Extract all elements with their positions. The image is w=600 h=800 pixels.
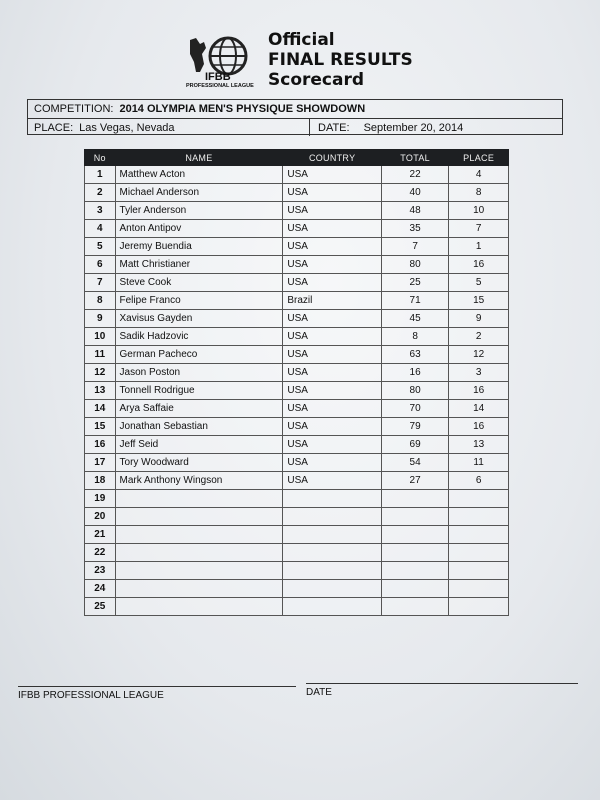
competitor-country: USA	[283, 346, 382, 364]
row-number: 13	[85, 382, 116, 400]
competitor-total	[381, 598, 448, 616]
header-place: PLACE	[449, 150, 509, 166]
competitor-country	[283, 562, 382, 580]
table-row	[85, 202, 509, 220]
competitor-total: 40	[381, 184, 448, 202]
row-number: 14	[85, 400, 116, 418]
table-row	[85, 544, 509, 562]
competitor-name: Jeremy Buendia	[115, 238, 283, 256]
competitor-total: 22	[381, 166, 448, 184]
competitor-country	[283, 544, 382, 562]
row-number: 9	[85, 310, 116, 328]
results-table	[84, 149, 509, 616]
competition-label: COMPETITION:	[34, 103, 114, 115]
competitor-country	[283, 598, 382, 616]
competitor-name: Jason Poston	[115, 364, 283, 382]
date-cell	[310, 119, 463, 136]
competitor-country: USA	[283, 382, 382, 400]
row-number: 3	[85, 202, 116, 220]
row-number: 20	[85, 508, 116, 526]
competitor-place	[449, 526, 509, 544]
competitor-country: USA	[283, 328, 382, 346]
table-row	[85, 490, 509, 508]
competitor-name: Felipe Franco	[115, 292, 283, 310]
competitor-country: USA	[283, 436, 382, 454]
competitor-place: 4	[449, 166, 509, 184]
table-row	[85, 328, 509, 346]
table-row	[85, 166, 509, 184]
results-header-row	[85, 150, 509, 166]
table-row	[85, 454, 509, 472]
competitor-place	[449, 544, 509, 562]
table-row	[85, 472, 509, 490]
table-row	[85, 346, 509, 364]
row-number: 1	[85, 166, 116, 184]
competitor-country: USA	[283, 166, 382, 184]
header-line-scorecard: Scorecard	[268, 70, 365, 90]
header-line-official: Official	[268, 30, 335, 50]
row-number: 15	[85, 418, 116, 436]
header-total: TOTAL	[381, 150, 448, 166]
competitor-total: 70	[381, 400, 448, 418]
table-row	[85, 436, 509, 454]
competitor-total: 80	[381, 256, 448, 274]
table-row	[85, 562, 509, 580]
competition-value: 2014 OLYMPIA MEN'S PHYSIQUE SHOWDOWN	[119, 103, 366, 115]
competitor-place: 13	[449, 436, 509, 454]
header-line-final-results: FINAL RESULTS	[268, 50, 413, 70]
competitor-total: 69	[381, 436, 448, 454]
competitor-country: USA	[283, 418, 382, 436]
date-value: September 20, 2014	[363, 121, 464, 134]
header-country: COUNTRY	[283, 150, 382, 166]
footer-league-label: IFBB PROFESSIONAL LEAGUE	[18, 690, 164, 701]
competitor-place: 3	[449, 364, 509, 382]
table-row	[85, 238, 509, 256]
row-number: 8	[85, 292, 116, 310]
date-label: DATE:	[318, 121, 350, 134]
competitor-total	[381, 490, 448, 508]
row-number: 22	[85, 544, 116, 562]
competitor-country: USA	[283, 400, 382, 418]
competitor-country: USA	[283, 472, 382, 490]
competitor-place: 6	[449, 472, 509, 490]
competitor-country: Brazil	[283, 292, 382, 310]
competitor-place: 2	[449, 328, 509, 346]
competitor-country: USA	[283, 454, 382, 472]
competitor-place: 7	[449, 220, 509, 238]
competitor-place: 8	[449, 184, 509, 202]
competitor-name: Tonnell Rodrigue	[115, 382, 283, 400]
table-row	[85, 526, 509, 544]
row-number: 10	[85, 328, 116, 346]
row-number: 4	[85, 220, 116, 238]
competitor-total: 27	[381, 472, 448, 490]
competitor-total: 79	[381, 418, 448, 436]
competitor-total: 7	[381, 238, 448, 256]
table-row	[85, 400, 509, 418]
signature-line-left	[18, 686, 296, 687]
place-label: PLACE:	[34, 121, 74, 134]
row-number: 19	[85, 490, 116, 508]
table-row	[85, 220, 509, 238]
competitor-country: USA	[283, 256, 382, 274]
competitor-name: Tyler Anderson	[115, 202, 283, 220]
row-number: 23	[85, 562, 116, 580]
competitor-country: USA	[283, 274, 382, 292]
competitor-name: Michael Anderson	[115, 184, 283, 202]
competitor-place: 12	[449, 346, 509, 364]
row-number: 18	[85, 472, 116, 490]
competitor-total: 25	[381, 274, 448, 292]
competitor-country	[283, 526, 382, 544]
competitor-country: USA	[283, 238, 382, 256]
competitor-name: Matthew Acton	[115, 166, 283, 184]
competitor-country: USA	[283, 310, 382, 328]
competitor-total: 45	[381, 310, 448, 328]
competitor-name	[115, 562, 283, 580]
competitor-country	[283, 508, 382, 526]
table-row	[85, 508, 509, 526]
competitor-name	[115, 580, 283, 598]
table-row	[85, 382, 509, 400]
competitor-name	[115, 598, 283, 616]
competitor-total	[381, 544, 448, 562]
competitor-place: 9	[449, 310, 509, 328]
competitor-name	[115, 508, 283, 526]
svg-text:IFBB: IFBB	[205, 71, 231, 83]
row-number: 5	[85, 238, 116, 256]
table-row	[85, 292, 509, 310]
competitor-place: 1	[449, 238, 509, 256]
competition-info-box	[27, 99, 563, 135]
table-row	[85, 598, 509, 616]
competitor-place: 11	[449, 454, 509, 472]
competitor-place: 14	[449, 400, 509, 418]
competitor-total: 8	[381, 328, 448, 346]
competitor-place	[449, 598, 509, 616]
place-value: Las Vegas, Nevada	[79, 121, 175, 134]
signature-line-right	[306, 683, 578, 684]
competitor-total	[381, 526, 448, 544]
competitor-place: 16	[449, 418, 509, 436]
competitor-total: 54	[381, 454, 448, 472]
footer-date-label: DATE	[306, 687, 332, 698]
row-number: 2	[85, 184, 116, 202]
results-body	[85, 166, 509, 616]
competitor-total: 35	[381, 220, 448, 238]
competitor-total	[381, 508, 448, 526]
competition-row	[28, 100, 562, 119]
table-row	[85, 274, 509, 292]
competitor-name: Mark Anthony Wingson	[115, 472, 283, 490]
competitor-name: Arya Saffaie	[115, 400, 283, 418]
row-number: 6	[85, 256, 116, 274]
competitor-country: USA	[283, 364, 382, 382]
competitor-country: USA	[283, 202, 382, 220]
competitor-total: 80	[381, 382, 448, 400]
row-number: 25	[85, 598, 116, 616]
ifbb-logo	[182, 34, 256, 88]
competitor-name: Jonathan Sebastian	[115, 418, 283, 436]
competitor-place: 5	[449, 274, 509, 292]
competitor-name: Xavisus Gayden	[115, 310, 283, 328]
row-number: 11	[85, 346, 116, 364]
competitor-place: 16	[449, 382, 509, 400]
row-number: 16	[85, 436, 116, 454]
place-cell	[28, 119, 310, 136]
competitor-total	[381, 580, 448, 598]
competitor-name: Sadik Hadzovic	[115, 328, 283, 346]
competitor-name: Steve Cook	[115, 274, 283, 292]
competitor-total	[381, 562, 448, 580]
competitor-place: 16	[449, 256, 509, 274]
competitor-total: 48	[381, 202, 448, 220]
competitor-total: 16	[381, 364, 448, 382]
header-title	[268, 30, 413, 90]
competitor-country: USA	[283, 220, 382, 238]
competitor-name: Jeff Seid	[115, 436, 283, 454]
competitor-country	[283, 490, 382, 508]
competitor-name	[115, 544, 283, 562]
svg-text:PROFESSIONAL LEAGUE: PROFESSIONAL LEAGUE	[186, 83, 254, 88]
competitor-name: Anton Antipov	[115, 220, 283, 238]
table-row	[85, 364, 509, 382]
competitor-total: 71	[381, 292, 448, 310]
competitor-country	[283, 580, 382, 598]
header-name: NAME	[115, 150, 283, 166]
table-row	[85, 580, 509, 598]
competitor-country: USA	[283, 184, 382, 202]
header-no: No	[85, 150, 116, 166]
table-row	[85, 256, 509, 274]
competitor-place	[449, 508, 509, 526]
competitor-name	[115, 490, 283, 508]
competitor-place	[449, 580, 509, 598]
competitor-place	[449, 562, 509, 580]
row-number: 21	[85, 526, 116, 544]
row-number: 24	[85, 580, 116, 598]
place-date-row	[28, 119, 562, 136]
competitor-name: Tory Woodward	[115, 454, 283, 472]
table-row	[85, 184, 509, 202]
competitor-name: German Pacheco	[115, 346, 283, 364]
table-row	[85, 310, 509, 328]
competitor-total: 63	[381, 346, 448, 364]
row-number: 12	[85, 364, 116, 382]
competitor-place	[449, 490, 509, 508]
row-number: 7	[85, 274, 116, 292]
competitor-place: 10	[449, 202, 509, 220]
competitor-name: Matt Christianer	[115, 256, 283, 274]
competitor-name	[115, 526, 283, 544]
row-number: 17	[85, 454, 116, 472]
competitor-place: 15	[449, 292, 509, 310]
table-row	[85, 418, 509, 436]
